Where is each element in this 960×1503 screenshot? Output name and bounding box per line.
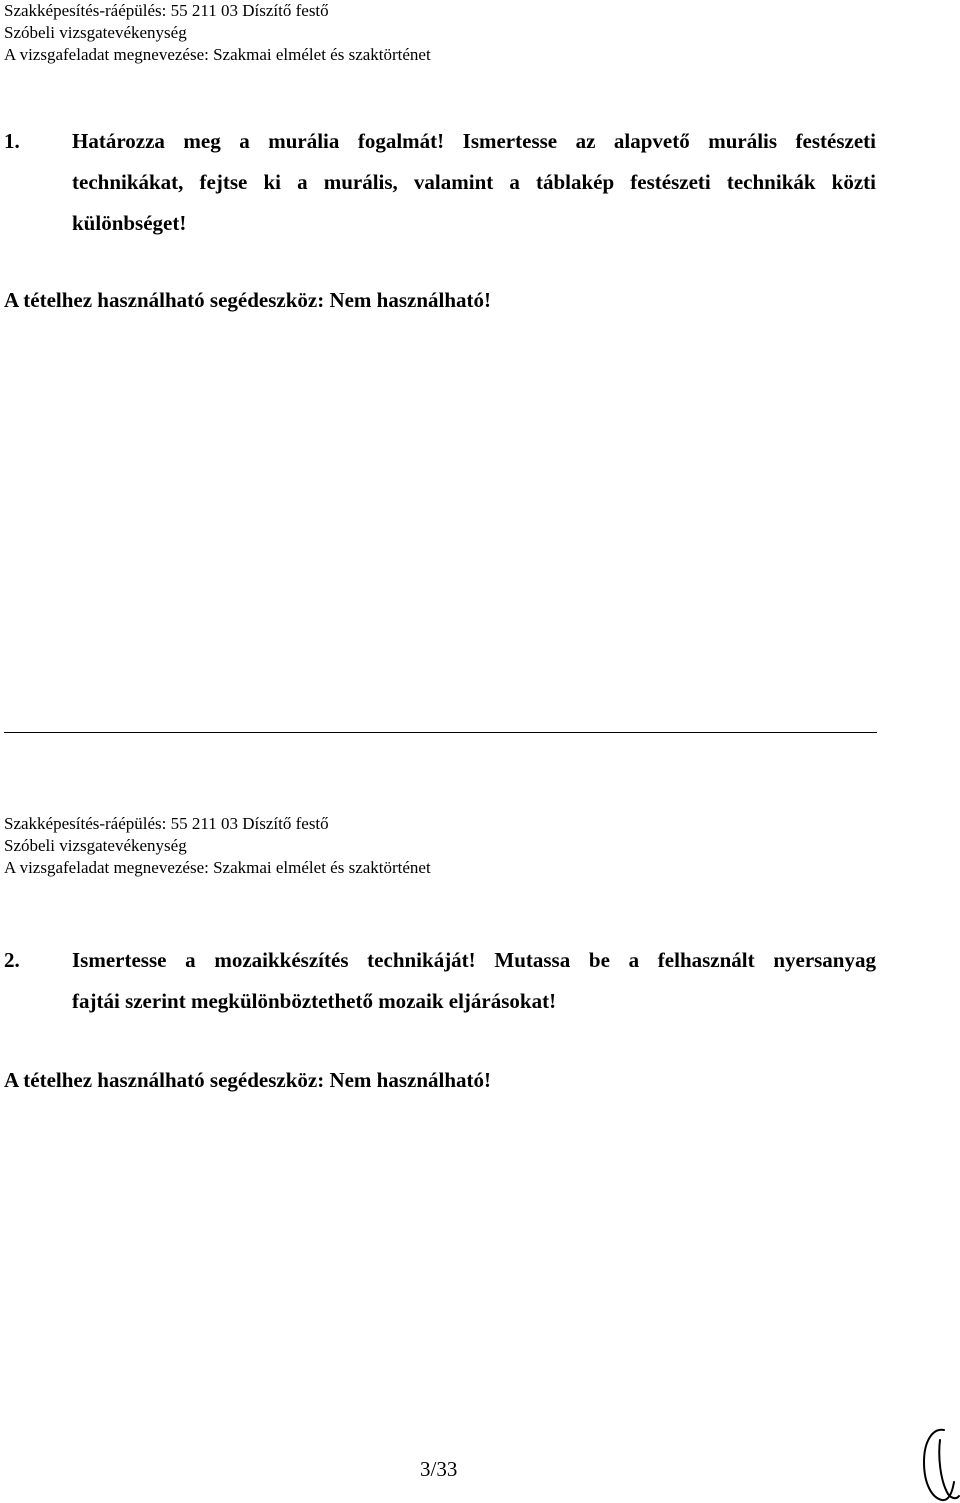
header-qualification: Szakképesítés-ráépülés: 55 211 03 Díszítő festő — [4, 814, 329, 833]
header-exam-activity: Szóbeli vizsgatevékenység — [4, 836, 187, 855]
exam-header-top — [4, 0, 431, 66]
header-qualification: Szakképesítés-ráépülés: 55 211 03 Díszítő festő — [4, 1, 329, 20]
signature-mark — [918, 1420, 960, 1503]
exam-header-bottom — [4, 813, 431, 879]
question-2-text — [72, 940, 876, 1022]
question-2-number: 2. — [4, 948, 20, 972]
header-task-name: A vizsgafeladat megnevezése: Szakmai elmélet és szaktörténet — [4, 45, 431, 64]
question-2-aid-note: A tételhez használható segédeszköz: Nem használható! — [4, 1068, 492, 1092]
header-exam-activity: Szóbeli vizsgatevékenység — [4, 23, 187, 42]
question-1-text — [72, 121, 876, 244]
question-1-number: 1. — [4, 129, 20, 153]
question-2-line-2: fajtái szerint megkülönböztethető mozaik eljárásokat! — [72, 989, 557, 1013]
question-2-line-1: Ismertesse a mozaikkészítés technikáját! Mutassa be a felhasznált nyersanyag — [72, 948, 876, 972]
header-task-name: A vizsgafeladat megnevezése: Szakmai elmélet és szaktörténet — [4, 858, 431, 877]
page-separator-rule — [4, 732, 877, 733]
page-number: 3/33 — [420, 1457, 458, 1481]
question-1-aid-note: A tételhez használható segédeszköz: Nem használható! — [4, 288, 492, 312]
question-1-line-1: Határozza meg a murália fogalmát! Ismertesse az alapvető murális festészeti — [72, 129, 876, 153]
question-1-line-3: különbséget! — [72, 211, 187, 235]
question-1-line-2: technikákat, fejtse ki a murális, valamint a táblakép festészeti technikák közti — [72, 170, 876, 194]
